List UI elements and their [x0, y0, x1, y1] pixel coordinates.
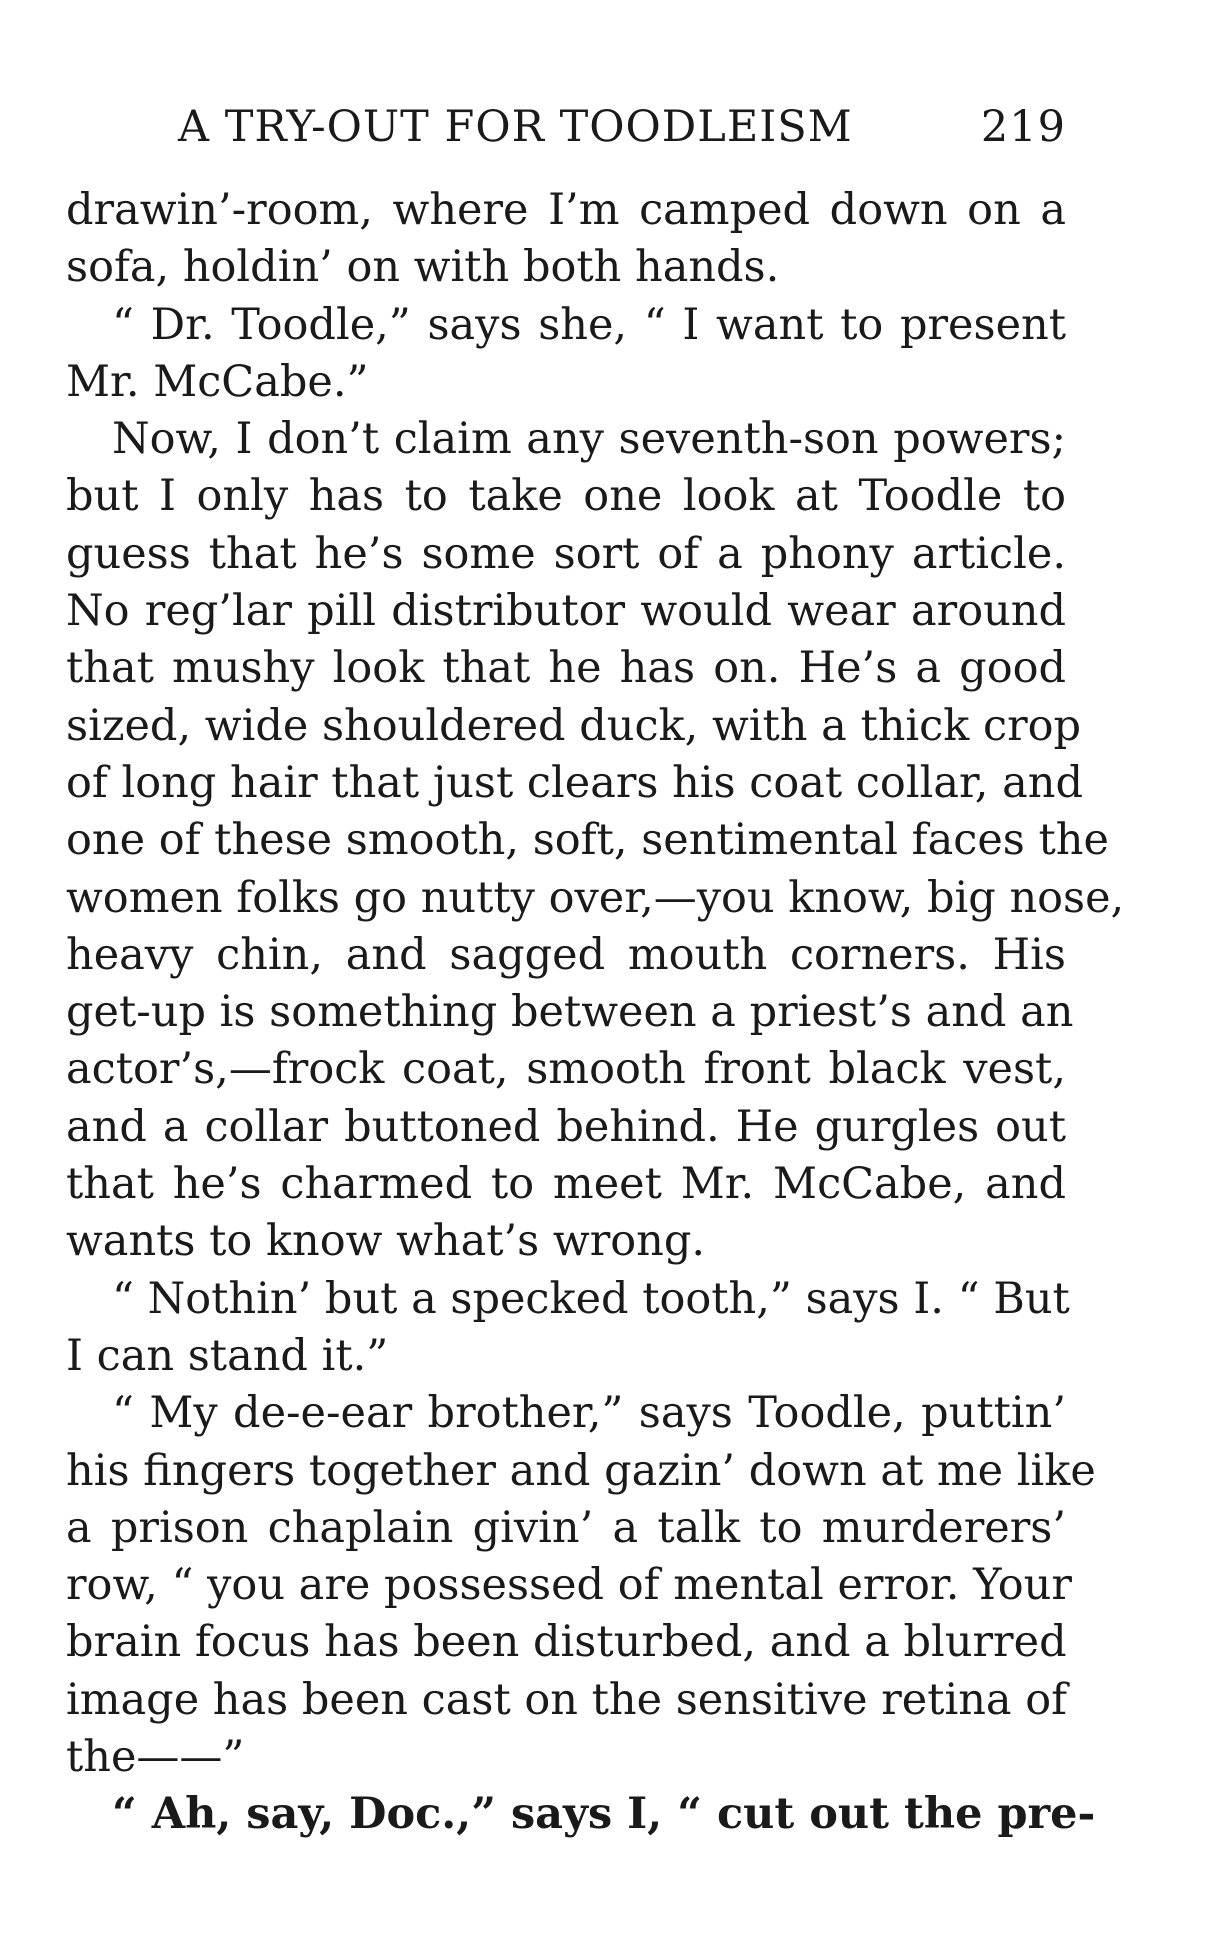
text-line: Now, I don’t claim any seventh-son powers; — [112, 414, 1066, 465]
text-line: guess that he’s some sort of a phony article. — [66, 528, 1066, 579]
text-line: get-up is something between a priest’s and an — [66, 987, 1074, 1038]
text-line: actor’s,—frock coat, smooth front black vest, — [66, 1044, 1066, 1095]
text-line: sized, wide shouldered duck, with a thick crop — [66, 700, 1082, 751]
text-line: women folks go nutty over,—you know, big nose, — [66, 872, 1125, 923]
body-text — [66, 182, 1125, 1844]
text-line: wants to know what’s wrong. — [66, 1216, 706, 1267]
text-line: his fingers together and gazin’ down at me like — [66, 1445, 1096, 1496]
text-line: No reg’lar pill distributor would wear around — [66, 586, 1066, 637]
running-head — [66, 102, 1066, 162]
running-title: A TRY-OUT FOR TOODLEISM — [178, 102, 853, 152]
text-line: but I only has to take one look at Toodle to — [66, 471, 1066, 522]
text-line: and a collar buttoned behind. He gurgles out — [66, 1101, 1066, 1152]
text-line: sofa, holdin’ on with both hands. — [66, 242, 780, 293]
text-line: “ Dr. Toodle,” says she, “ I want to present — [112, 299, 1066, 350]
text-line: of long hair that just clears his coat collar, and — [66, 757, 1083, 808]
text-line: a prison chaplain givin’ a talk to murderers’ — [66, 1502, 1066, 1553]
page-number: 219 — [980, 102, 1066, 152]
text-line: drawin’-room, where I’m camped down on a — [66, 185, 1066, 235]
text-line: one of these smooth, soft, sentimental faces the — [66, 815, 1109, 866]
text-line: that mushy look that he has on. He’s a good — [66, 643, 1066, 694]
text-line: I can stand it.” — [66, 1330, 389, 1381]
text-line: “ My de-e-ear brother,” says Toodle, puttin’ — [112, 1388, 1066, 1439]
text-line: “ Nothin’ but a specked tooth,” says I. “ But — [112, 1273, 1070, 1324]
text-line: that he’s charmed to meet Mr. McCabe, and — [66, 1159, 1066, 1210]
text-line: “ Ah, say, Doc.,” says I, “ cut out the pre- — [112, 1789, 1096, 1840]
text-line: brain focus has been disturbed, and a blurred — [66, 1617, 1067, 1668]
text-line: row, “ you are possessed of mental error. Your — [66, 1560, 1072, 1611]
text-line: the——” — [66, 1732, 245, 1783]
text-line: heavy chin, and sagged mouth corners. His — [66, 929, 1066, 980]
text-line: Mr. McCabe.” — [66, 356, 369, 407]
text-line: image has been cast on the sensitive retina of — [66, 1674, 1068, 1725]
